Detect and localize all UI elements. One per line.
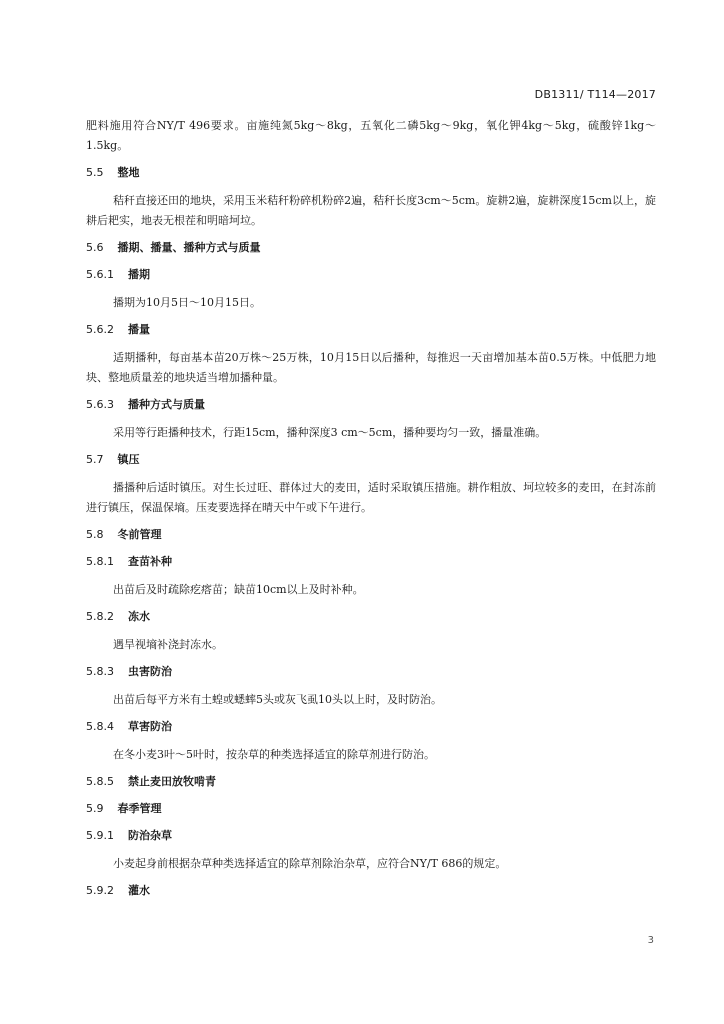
section-number: 5.9.1: [86, 829, 114, 842]
section-title: 灌水: [128, 884, 150, 897]
section-title: 草害防治: [128, 720, 172, 733]
section-heading: [86, 608, 656, 626]
section-title: 播期: [128, 268, 150, 281]
section-number: 5.8.4: [86, 720, 114, 733]
section-number: 5.8: [86, 528, 104, 541]
section-number: 5.6.2: [86, 323, 114, 336]
section-heading: [86, 773, 656, 791]
section-title: 冬前管理: [117, 528, 162, 541]
section-number: 5.5: [86, 166, 104, 179]
page-number: 3: [647, 935, 654, 946]
section-heading: [86, 800, 656, 818]
section-title: 播种方式与质量: [128, 398, 205, 411]
section-heading: [86, 451, 656, 469]
section-heading: [86, 396, 656, 414]
section-heading: [86, 239, 656, 257]
section-heading: [86, 266, 656, 284]
body-paragraph: 秸秆直接还田的地块，采用玉米秸秆粉碎机粉碎2遍，秸秆长度3cm～5cm。旋耕2遍，旋耕深度15cm以上，旋耕后耙实，地表无根茬和明暗坷垃。: [86, 194, 656, 227]
body-paragraph: 在冬小麦3叶～5叶时，按杂草的种类选择适宜的除草剂进行防治。: [113, 748, 435, 761]
body-paragraph: 适期播种，每亩基本苗20万株～25万株，10月15日以后播种，每推迟一天亩增加基本苗0.5万株。中低肥力地块、整地质量差的地块适当增加播种量。: [86, 351, 656, 384]
section-number: 5.8.2: [86, 610, 114, 623]
section-title: 禁止麦田放牧啃青: [128, 775, 216, 788]
section-heading: [86, 321, 656, 339]
section-number: 5.9: [86, 802, 104, 815]
section-heading: [86, 526, 656, 544]
section-heading: [86, 718, 656, 736]
section-heading: [86, 827, 656, 845]
document-body: [86, 116, 656, 909]
section-number: 5.8.5: [86, 775, 114, 788]
body-paragraph: 小麦起身前根据杂草种类选择适宜的除草剂除治杂草，应符合NY/T 686的规定。: [113, 857, 507, 870]
body-paragraph: 播播种后适时镇压。对生长过旺、群体过大的麦田，适时采取镇压措施。耕作粗放、坷垃较多的麦田，在封冻前进行镇压，保温保墒。压麦要选择在晴天中午或下午进行。: [86, 481, 656, 514]
section-heading: [86, 553, 656, 571]
body-paragraph: 肥料施用符合NY/T 496要求。亩施纯氮5kg～8kg，五氧化二磷5kg～9kg，氧化钾4kg～5kg，硫酸锌1kg～1.5kg。: [86, 119, 656, 152]
section-title: 防治杂草: [128, 829, 172, 842]
section-title: 冻水: [128, 610, 150, 623]
section-title: 查苗补种: [128, 555, 172, 568]
body-paragraph: 采用等行距播种技术，行距15cm，播种深度3 cm～5cm，播种要均匀一致，播量准确。: [113, 426, 547, 439]
body-paragraph: 出苗后每平方米有土蝗或蟋蟀5头或灰飞虱10头以上时，及时防治。: [113, 693, 442, 706]
section-number: 5.9.2: [86, 884, 114, 897]
document-id: DB1311/ T114—2017: [534, 88, 656, 101]
section-heading: [86, 882, 656, 900]
section-title: 播量: [128, 323, 150, 336]
section-title: 镇压: [117, 453, 140, 466]
section-heading: [86, 164, 656, 182]
section-number: 5.7: [86, 453, 104, 466]
section-title: 整地: [117, 166, 140, 179]
section-heading: [86, 663, 656, 681]
body-paragraph: 遇旱视墒补浇封冻水。: [113, 638, 223, 651]
section-title: 虫害防治: [128, 665, 172, 678]
section-number: 5.6.3: [86, 398, 114, 411]
section-number: 5.8.1: [86, 555, 114, 568]
section-number: 5.6: [86, 241, 104, 254]
section-title: 春季管理: [117, 802, 162, 815]
section-number: 5.6.1: [86, 268, 114, 281]
section-number: 5.8.3: [86, 665, 114, 678]
body-paragraph: 出苗后及时疏除疙瘩苗；缺苗10cm以上及时补种。: [113, 583, 364, 596]
body-paragraph: 播期为10月5日～10月15日。: [113, 296, 261, 309]
section-title: 播期、播量、播种方式与质量: [117, 241, 261, 254]
